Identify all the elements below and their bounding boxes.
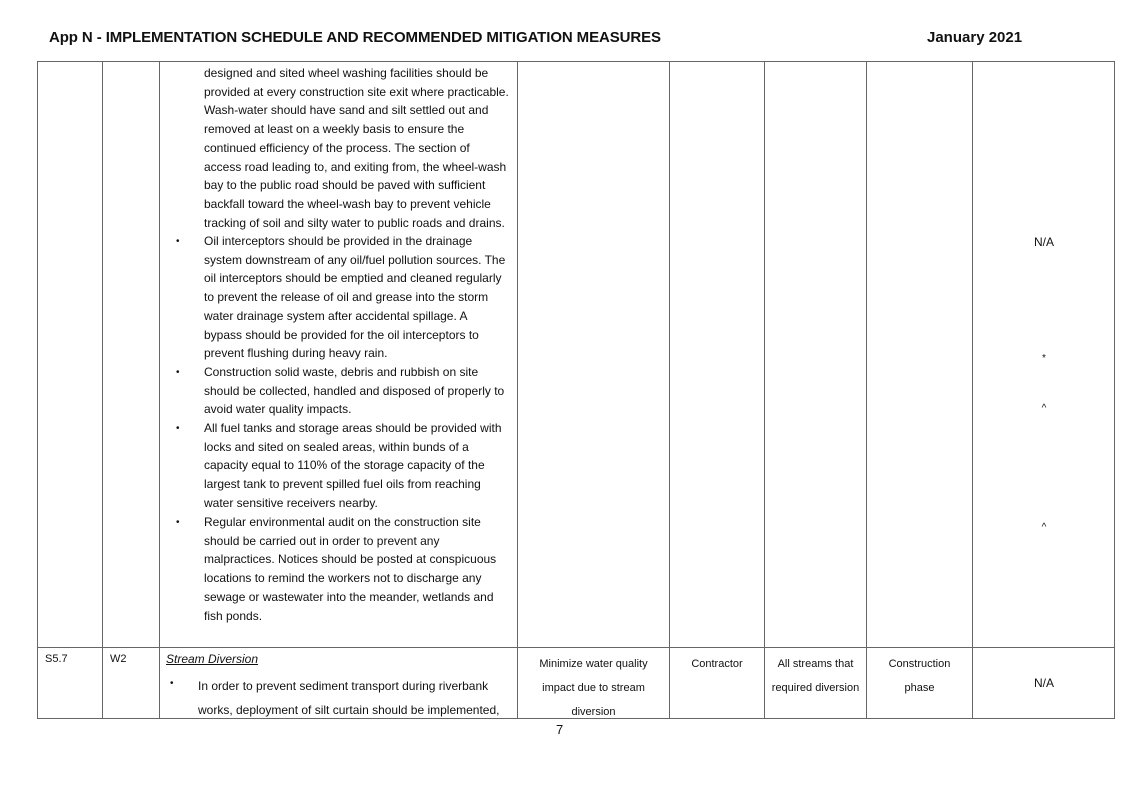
status-cell: N/A [1033, 676, 1054, 690]
status-solid-waste: * [1042, 353, 1046, 364]
objective-cell: Minimize water quality impact due to stream diversion [539, 658, 648, 718]
agent-cell: Contractor [691, 658, 743, 670]
timing-cell: Construction phase [888, 658, 951, 694]
measure-continuation: designed and sited wheel washing facilities should be provided at every construction site exit where practicable. Wash-water should have sand and silt settled out and removed at least on a weekly basis to ensure the continued efficiency of the process. The section of access road leading to, and exiting from, the wheel-wash bay to the public road should be paved with sufficient backfall toward the wheel-wash bay to prevent vehicle tracking of soil and silty water to public roads and drains. [204, 66, 509, 230]
bullet-icon: • [170, 678, 174, 689]
column-divider [102, 61, 103, 719]
measure-heading: Stream Diversion [166, 652, 259, 666]
row-divider [37, 647, 1115, 648]
measure-environmental-audit: Regular environmental audit on the construction site should be carried out in order to prevent any malpractices. Notices should be posted at conspicuous locations to remind the workers not to discharge any sewage or wastewater into the meander, wetlands and fish ponds. [204, 515, 497, 623]
status-solid-waste-2: ^ [1041, 403, 1047, 414]
table-border [37, 61, 1115, 719]
status-environmental-audit: ^ [1041, 522, 1047, 533]
status-oil-interceptors: N/A [1033, 235, 1054, 249]
column-divider [517, 61, 518, 719]
code-cell: W2 [110, 653, 127, 665]
column-divider [972, 61, 973, 719]
measure-fuel-tanks: All fuel tanks and storage areas should be provided with locks and sited on sealed areas, within bunds of a capacity equal to 110% of the storage capacity of the largest tank to prevent spilled fuel oils from reaching water sensitive receivers nearby. [204, 421, 502, 510]
bullet-icon: • [176, 423, 180, 434]
column-divider [866, 61, 867, 719]
page-number: 7 [556, 722, 564, 737]
bullet-icon: • [176, 367, 180, 378]
measure-oil-interceptors: Oil interceptors should be provided in the drainage system downstream of any oil/fuel pollution sources. The oil interceptors should be emptied and cleaned regularly to prevent the release of oil and grease into the storm water drainage system after accidental spillage. A bypass should be provided for the oil interceptors to prevent flushing during heavy rain. [204, 234, 506, 361]
bullet-icon: • [176, 517, 180, 528]
column-divider [669, 61, 670, 719]
bullet-icon: • [176, 236, 180, 247]
measure-stream-diversion: In order to prevent sediment transport during riverbank works, deployment of silt curtain should be implemented, [198, 679, 500, 717]
column-divider [764, 61, 765, 719]
measure-solid-waste: Construction solid waste, debris and rubbish on site should be collected, handled and disposed of properly to avoid water quality impacts. [204, 365, 505, 417]
document-date: January 2021 [927, 29, 1023, 46]
document-title: App N - IMPLEMENTATION SCHEDULE AND RECOMMENDED MITIGATION MEASURES [49, 29, 661, 46]
column-divider [159, 61, 160, 719]
ref-cell: S5.7 [45, 653, 68, 665]
location-cell: All streams that required diversion [771, 658, 860, 694]
